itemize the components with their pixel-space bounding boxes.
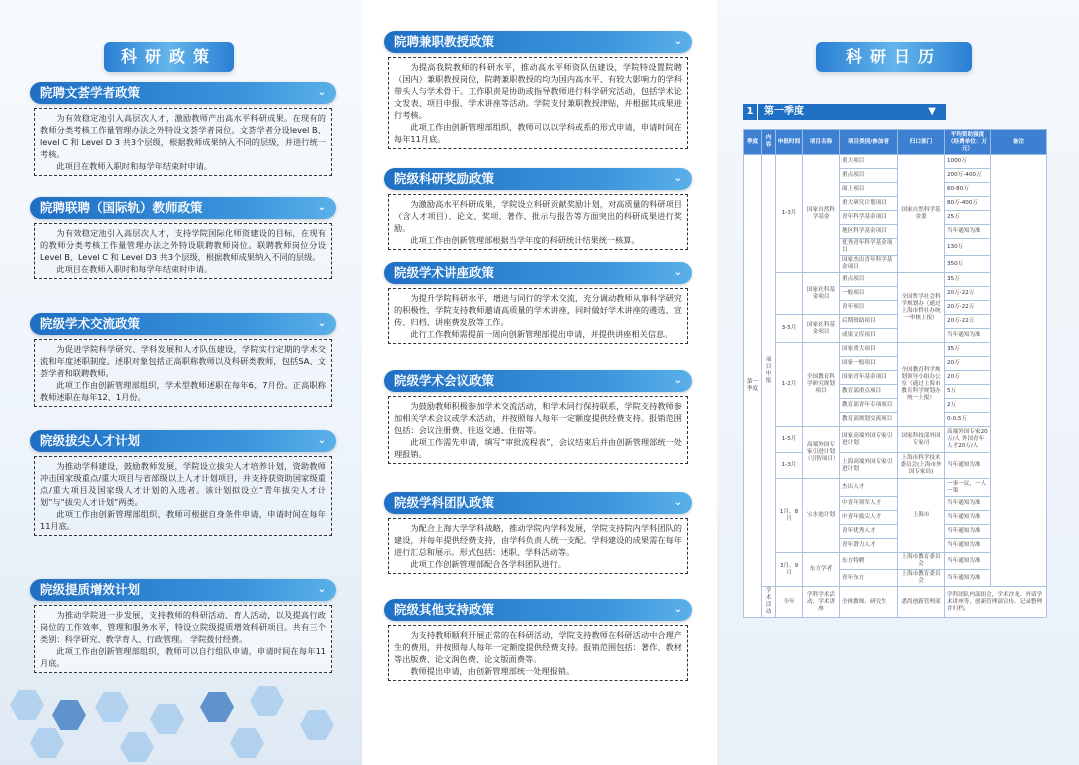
amount-cell: 20万-22万	[945, 315, 991, 329]
amount-cell: 学科团队内部组会，学术沙龙、外请学术讲座等，创新管理部宣传、记录整理并归档。	[945, 587, 1047, 618]
chevron-down-icon[interactable]: ⌄	[673, 497, 682, 508]
section-title: 院级其他支持政策	[394, 602, 495, 617]
paragraph: 为有效稳定池引入高层次人才，激励教师产出高水平科研成果。在现有的教师分类考核工作量管理办法之外特设文荟学者岗位。文荟学者分设level B、level C 和 Level D 3 共3个层级，根据教师成果纳入不同的层级，并进行统一考核。	[40, 113, 326, 159]
amount-cell: 5万	[945, 385, 991, 399]
table-row	[744, 155, 1047, 169]
paragraph: 为推动学科建设，鼓励教师发展，学院设立拔尖人才培养计划，资助教师冲击国家级重点/重大项目与省部级以上人才计划项目，并支持获资助国家级重点/重大项目及国家级人才计划的入选者。该计划拟设立“青年拔尖人才计 划”与“拔尖人才计划”两类。	[40, 461, 326, 507]
section-academic-exchange	[30, 313, 336, 407]
project-name-cell: 高端外国专家引进计划（引智项目）	[803, 427, 840, 479]
item-cell: 杰出人才	[840, 479, 898, 497]
paragraph: 此项工作由创新管理部组织，学术型教师述职在每年6、7月份。正高职称教师述职在每年12、1月份。	[40, 380, 326, 402]
chevron-down-icon[interactable]: ⌄	[673, 173, 682, 184]
project-name-cell: 国家社科基金项目	[803, 315, 840, 343]
chevron-down-icon[interactable]: ⌄	[317, 584, 326, 595]
column-header: 申报时间	[776, 130, 803, 155]
section-research-award	[384, 168, 692, 250]
hexagon-shape	[120, 732, 154, 762]
section-academic-lecture	[384, 262, 692, 344]
left-main-title: 科研政策	[104, 42, 234, 72]
amount-cell: 当年通知为准	[945, 453, 991, 479]
item-cell: 国家重大项目	[840, 343, 898, 357]
amount-cell: 25万	[945, 211, 991, 225]
quarter-label: 第一季度	[764, 106, 804, 117]
amount-cell: 0-0.5万	[945, 413, 991, 427]
amount-cell: 高端外国专家20万/人 外国青年人才20万/人	[945, 427, 991, 453]
time-cell: 1-3月	[776, 155, 803, 273]
section-other-support	[384, 599, 692, 681]
hexagon-shape	[95, 692, 129, 722]
paragraph: 为提升学院科研水平，增进与同行的学术交流，充分调动教师从事科学研究的积极性，学院支持教师邀请高质量的学术讲座，同时做好学术讲座的遴选、宣传、归档、讲座费发放等工作。	[394, 293, 682, 327]
dept-cell: 悉尚创新管理部	[898, 587, 945, 618]
dept-cell: 上海市教育委员会	[898, 553, 945, 570]
paragraph: 为支持教师顺利开展正常的在科研活动，学院支持教师在科研活动中合理产生的费用，并按照每人每年一定额度提供经费支持。报销范围包括：著作、教材等出版费、论文润色费、论文版面费等。	[394, 630, 682, 664]
dept-cell: 国家科技部外国专家司	[898, 427, 945, 453]
section-body	[388, 396, 688, 464]
item-cell: 一般项目	[840, 287, 898, 301]
item-cell: 重点项目	[840, 169, 898, 183]
section-header[interactable]	[384, 370, 692, 392]
content-cell: 项目申报	[762, 155, 776, 587]
item-cell: 青年优秀人才	[840, 525, 898, 539]
item-cell: 成果文库项目	[840, 329, 898, 343]
paragraph: 此项工作创新管理部配合各学科团队进行。	[410, 559, 566, 569]
section-wenhui-scholar	[30, 82, 336, 176]
paragraph: 为有效稳定池引入高层次人才，支持学院国际化师资建设的目标，在现有的教师分类考核工作量管理办法之外特设联聘教师岗位。联聘教师岗位分设 Level B、Level C 和 Level D3 共3个层级，根据教师成果纳入不同的层级。	[40, 228, 326, 262]
amount-cell: 当年通知为准	[945, 525, 991, 539]
section-body	[388, 288, 688, 344]
project-name-cell: 全国教育科学研究规划项目	[803, 343, 840, 427]
amount-cell: 1000万	[945, 155, 991, 169]
section-joint-appointment	[30, 197, 336, 279]
remark-cell	[991, 155, 1047, 587]
item-cell: 国家杰出青年科学基金项目	[840, 256, 898, 273]
section-header[interactable]	[30, 82, 336, 104]
hexagon-shape	[52, 700, 86, 730]
section-body	[34, 605, 332, 673]
section-header[interactable]	[30, 197, 336, 219]
section-header[interactable]	[384, 31, 692, 53]
chevron-down-icon[interactable]: ⌄	[673, 267, 682, 278]
amount-cell: 当年通知为准	[945, 497, 991, 511]
hexagon-shape	[230, 728, 264, 758]
item-cell: 中青年拔尖人才	[840, 511, 898, 525]
column-header: 内容	[762, 130, 776, 155]
time-cell: 1-3月	[776, 453, 803, 479]
section-title: 院级科研奖励政策	[394, 171, 495, 186]
section-title: 院级学科团队政策	[394, 495, 495, 510]
section-header[interactable]	[384, 599, 692, 621]
amount-cell: 当年通知为准	[945, 511, 991, 525]
dept-cell: 上海市科学技术委员会(上海市外国专家局)	[898, 453, 945, 479]
table-row	[744, 587, 1047, 618]
item-cell: 优秀青年科学基金项目	[840, 239, 898, 256]
item-cell: 青年项目	[840, 301, 898, 315]
item-cell: 教育部青年专项项目	[840, 399, 898, 413]
column-header: 归口部门	[898, 130, 945, 155]
item-cell: 国家青年基金项目	[840, 371, 898, 385]
quarter-header[interactable]	[743, 104, 946, 120]
paragraph: 此项目在教师入职时和每学年结束时申请。	[56, 264, 212, 274]
paragraph: 此项工作由创新管理部根据当学年度的科研统计结果统一核算。	[410, 235, 640, 245]
column-header: 项目名称	[803, 130, 840, 155]
project-name-cell: 国家社科基金项目	[803, 273, 840, 315]
section-discipline-team	[384, 492, 692, 574]
section-title: 院聘联聘（国际轨）教师政策	[40, 200, 203, 215]
item-cell: 重大研究计划项目	[840, 197, 898, 211]
item-cell: 教育部重点项目	[840, 385, 898, 399]
amount-cell: 2万	[945, 399, 991, 413]
section-body	[34, 456, 332, 536]
section-quality-efficiency	[30, 579, 336, 673]
section-body	[388, 194, 688, 250]
time-cell: 3-5月	[776, 315, 803, 343]
dept-cell: 上海市	[898, 479, 945, 553]
hexagon-shape	[300, 710, 334, 740]
chevron-down-icon[interactable]: ⌄	[673, 375, 682, 386]
section-title: 院级学术交流政策	[40, 316, 141, 331]
amount-cell: 350万	[945, 256, 991, 273]
paragraph: 为配合上海大学学科战略，推动学院内学科发展，学院支持院内学科团队的建设，并每年提供经费支持，由学科负责人统一支配。学科建设的成果需在每年进行汇总和展示。形式包括：述职、学科活动等。	[394, 523, 682, 557]
content-cell: 学术活动	[762, 587, 776, 618]
chevron-down-icon[interactable]: ⌄	[317, 435, 326, 446]
time-cell: 1月、8月	[776, 479, 803, 553]
item-cell: 上海高端外国专家引进计划	[840, 453, 898, 479]
column-header: 备注	[991, 130, 1047, 155]
amount-cell: 一事一议，一人一策	[945, 479, 991, 497]
chevron-down-icon[interactable]: ⌄	[317, 202, 326, 213]
section-body	[34, 223, 332, 279]
amount-cell: 当年通知为准	[945, 329, 991, 343]
column-header: 平均资助强度（经费单位：万元）	[945, 130, 991, 155]
paragraph: 教师提出申请，由创新管理部统一处理报销。	[410, 666, 575, 676]
project-name-cell: 国家自然科学基金	[803, 155, 840, 273]
amount-cell: 20万	[945, 357, 991, 371]
triangle-down-icon[interactable]: ▼	[928, 106, 936, 117]
amount-cell: 当年通知为准	[945, 553, 991, 570]
time-cell	[776, 273, 803, 315]
project-name-cell: 宝水池计划	[803, 479, 840, 553]
amount-cell: 60-80万	[945, 183, 991, 197]
dept-cell: 全国哲学社会科学规划办（通过上海市哲社办统一审核上报）	[898, 273, 945, 343]
paragraph: 此项工作需先申请，填写“审批流程表”，会议结束后并由创新管理部统一处理报销。	[394, 437, 682, 459]
section-title: 院聘文荟学者政策	[40, 85, 141, 100]
amount-cell: 20万-22万	[945, 287, 991, 301]
paragraph: 此行工作教师需提前一周向创新管理部提出申请，并提供讲座相关信息。	[410, 329, 673, 339]
item-cell: 地区科学基金项目	[840, 225, 898, 239]
section-body	[388, 518, 688, 574]
section-header[interactable]	[384, 168, 692, 190]
section-header[interactable]	[30, 430, 336, 452]
chevron-down-icon[interactable]: ⌄	[317, 87, 326, 98]
amount-cell: 35万	[945, 343, 991, 357]
section-body	[34, 339, 332, 407]
dept-cell: 上海市教育委员会	[898, 570, 945, 587]
item-cell: 青年东方	[840, 570, 898, 587]
paragraph: 为鼓励教师积极参加学术交流活动，和学术同行保持联系，学院支持教师参加相关学术会议或学术活动，并按照每人每年一定额度提供经费支持。报销范围包括：会议注册费、往返交通、住宿等。	[394, 401, 682, 435]
amount-cell: 当年通知为准	[945, 539, 991, 553]
time-cell: 3月、9月	[776, 553, 803, 587]
amount-cell: 130万	[945, 239, 991, 256]
left-column	[0, 0, 362, 765]
right-main-title: 科研日历	[816, 42, 972, 72]
section-academic-conference	[384, 370, 692, 464]
paragraph: 此项目在教师入职时和每学年结束时申请。	[56, 161, 212, 171]
amount-cell: 当年通知为准	[945, 570, 991, 587]
table-header-row	[744, 130, 1047, 155]
chevron-down-icon[interactable]: ⌄	[317, 318, 326, 329]
time-cell: 全年	[776, 587, 803, 618]
section-title: 院级学术会议政策	[394, 373, 495, 388]
item-cell: 重点项目	[840, 273, 898, 287]
paragraph: 此项工作由创新管理部组织，教师可根据自身条件申请，申请时间在每年11月底。	[40, 509, 326, 531]
amount-cell: 20万	[945, 371, 991, 385]
paragraph: 为激励高水平科研成果，学院设立科研贡献奖励计划，对高质量的科研项目（含人才项目）、论文、奖项、著作、批示与报告等方面突出的科研成果进行奖励。	[394, 199, 682, 233]
column-header: 项目类别/参加者	[840, 130, 898, 155]
section-body	[388, 625, 688, 681]
item-cell: 面上项目	[840, 183, 898, 197]
item-cell: 国家一般项目	[840, 357, 898, 371]
amount-cell: 35万	[945, 273, 991, 287]
dept-cell: 全国教育科学规划领导小组办公室（通过上海市教育科学规划办统一上报）	[898, 343, 945, 427]
section-title: 院级拔尖人才计划	[40, 433, 141, 448]
chevron-down-icon[interactable]: ⌄	[673, 604, 682, 615]
paragraph: 为提高我院教师的科研水平，推动高水平师资队伍建设，学院特设置院聘（国内）兼职教授岗位，院聘兼职教授的均为国内高水平、有较大影响力的学科带头人与学术骨干。工作职责是协助或指导教师进行科学研究活动，包括学术论文发表、项目申报、学术讲座等活动。学院支付兼职教授津贴，并根据其成果进行考核。	[394, 62, 682, 120]
time-cell: 1-5月	[776, 427, 803, 453]
dept-cell: 国家自然科学基金委	[898, 155, 945, 273]
season-cell: 第一季度	[744, 155, 762, 618]
item-cell: 全体教师、研究生	[840, 587, 898, 618]
section-header[interactable]	[384, 262, 692, 284]
item-cell: 后期资助项目	[840, 315, 898, 329]
item-cell: 教育部规划交流项目	[840, 413, 898, 427]
item-cell: 中青年领军人才	[840, 497, 898, 511]
section-body	[34, 108, 332, 176]
item-cell: 东方特聘	[840, 553, 898, 570]
hexagon-shape	[200, 692, 234, 722]
section-title: 院聘兼职教授政策	[394, 34, 495, 49]
paragraph: 此项工作由创新管理部组织，教师可以以学科或系的形式申请，申请时间在每年11月底。	[394, 122, 682, 144]
project-name-cell: 学科学术活动、学术讲座	[803, 587, 840, 618]
quarter-number: 1	[743, 104, 758, 120]
item-cell: 青年科学基金项目	[840, 211, 898, 225]
chevron-down-icon[interactable]: ⌄	[673, 36, 682, 47]
section-title: 院级提质增效计划	[40, 582, 141, 597]
paragraph: 为推动学院进一步发展，支持教师的科研活动、育人活动，以及提高行政岗位的工作效率、管理和服务水平，特设立院级提质增效科研项目。共有三个类别：科学研究、教学育人、行政管理。 学院拨付经费。	[40, 610, 326, 644]
amount-cell: 200万-400万	[945, 169, 991, 183]
section-adjunct-professor	[384, 31, 692, 149]
hexagon-shape	[30, 728, 64, 758]
amount-cell: 20万-22万	[945, 301, 991, 315]
paragraph: 为促进学院科学研究、学科发展和人才队伍建设，学院实行定期的学术交流和年度述职制度。述职对象包括正高职称教师以及科研类教师，包括SA、文荟学者和联聘教师。	[40, 344, 326, 378]
section-header[interactable]	[30, 313, 336, 335]
section-top-talent	[30, 430, 336, 536]
section-header[interactable]	[384, 492, 692, 514]
hexagon-shape	[10, 690, 44, 720]
time-cell: 1-2月	[776, 343, 803, 427]
project-name-cell: 东方学者	[803, 553, 840, 587]
column-header: 季度	[744, 130, 762, 155]
item-cell: 青年潜力人才	[840, 539, 898, 553]
section-body	[388, 57, 688, 149]
hexagon-shape	[250, 686, 284, 716]
middle-column	[362, 0, 717, 765]
paragraph: 此项工作由创新管理部组织，教师可以自行组队申请，申请时间在每年11月底。	[40, 646, 326, 668]
hexagon-shape	[150, 704, 184, 734]
section-title: 院级学术讲座政策	[394, 265, 495, 280]
amount-cell: 80万-400万	[945, 197, 991, 211]
item-cell: 重大项目	[840, 155, 898, 169]
research-calendar-table	[743, 129, 1047, 618]
item-cell: 国家高端外国专家引进计划	[840, 427, 898, 453]
section-header[interactable]	[30, 579, 336, 601]
amount-cell: 当年通知为准	[945, 225, 991, 239]
